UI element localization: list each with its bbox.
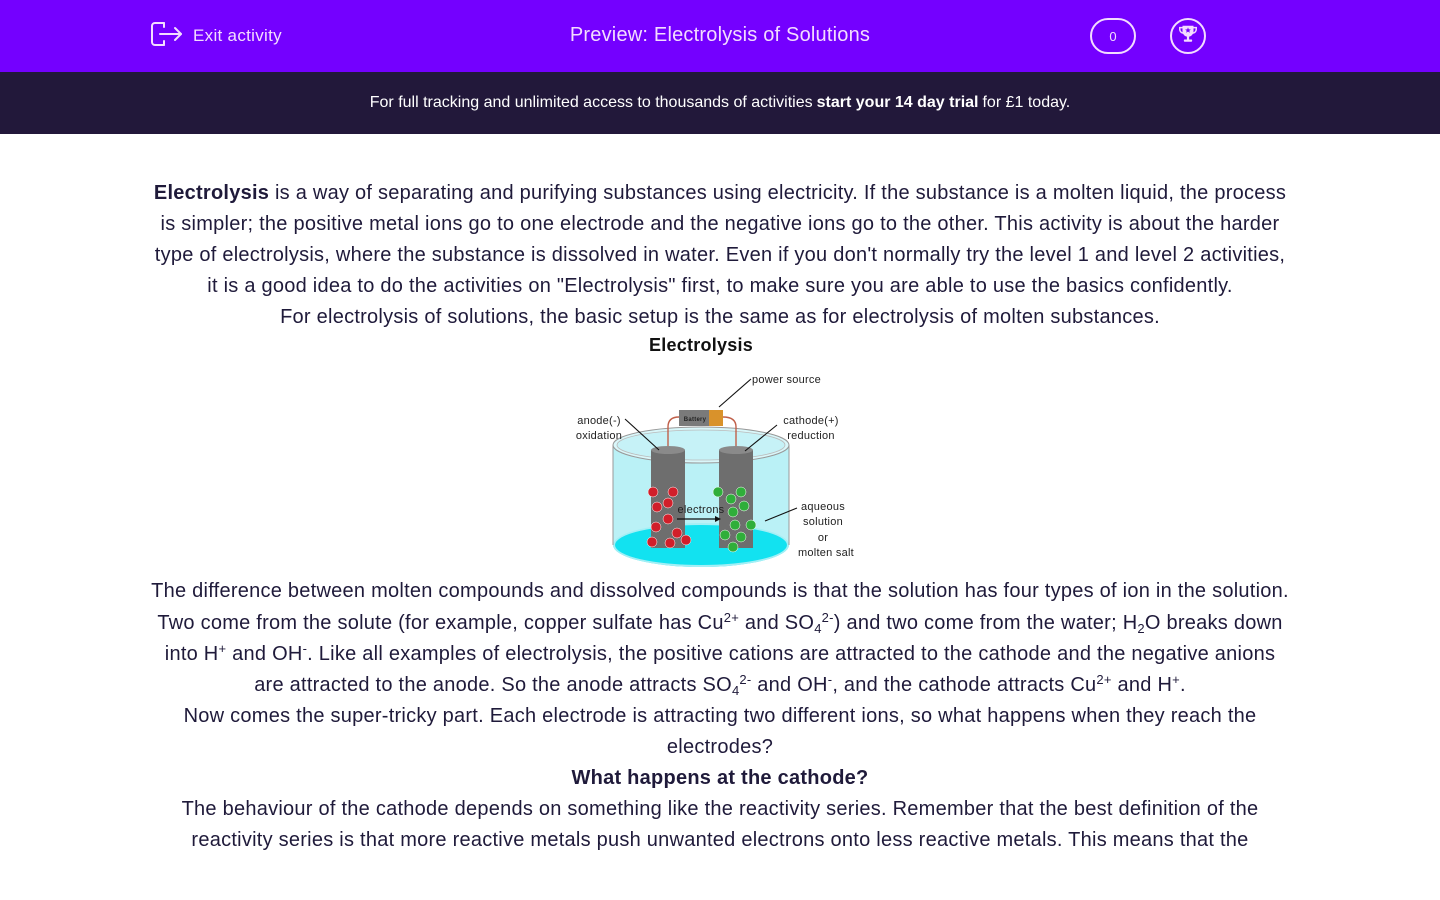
page-title: Preview: Electrolysis of Solutions [569, 24, 871, 46]
exit-icon [150, 20, 183, 53]
trial-promo-banner [0, 72, 1440, 134]
svg-text:cathode(+): cathode(+) [783, 415, 839, 428]
intro-paragraph: Electrolysis is a way of separating and purifying substances using electricity. If the substance is a molten liquid, the process is simpler; the positive metal ions go to one electrode and the negative ions go to the other. This activity is about the harder type of electrolysis, where the substance is dissolved in water. Even if you don't normally try the level 1 and level 2 activities, it is a good idea to do the activities on "Electrolysis" first, to make sure you are able to use the basics confidently. [153, 182, 1287, 298]
svg-text:Electrolysis: Electrolysis [648, 335, 754, 356]
trophy-icon [1177, 23, 1199, 50]
svg-text:power source: power source [752, 374, 822, 387]
score-counter: 0 [1090, 18, 1136, 54]
top-bar [0, 0, 1440, 72]
electrolysis-diagram [571, 335, 869, 573]
tricky-paragraph: Now comes the super-tricky part. Each electrode is attracting two different ions, so what happens when they reach the electrodes? [183, 704, 1257, 758]
svg-text:molten salt: molten salt [798, 547, 854, 560]
promo-text-end: for £1 today. [982, 94, 1071, 111]
svg-text:Battery: Battery [683, 417, 707, 424]
svg-text:aqueous: aqueous [801, 501, 845, 514]
svg-text:anode(-): anode(-) [577, 415, 621, 428]
cathode-heading: What happens at the cathode? [571, 767, 869, 790]
svg-text:solution: solution [803, 516, 843, 529]
promo-trial-link[interactable]: start your 14 day trial [816, 94, 979, 111]
trophy-button[interactable] [1170, 18, 1206, 54]
svg-text:reduction: reduction [787, 430, 835, 443]
svg-text:or: or [817, 532, 829, 545]
promo-text: For full tracking and unlimited access to thousands of activities [369, 94, 813, 111]
key-term: Electrolysis [153, 182, 270, 204]
svg-text:oxidation: oxidation [575, 430, 623, 443]
setup-sentence: For electrolysis of solutions, the basic setup is the same as for electrolysis of molten substances. [280, 306, 1160, 329]
cathode-paragraph: The behaviour of the cathode depends on something like the reactivity series. Remember that the best definition of the reactivity series is that more reactive metals push unwanted electrons onto less reactive metals. This means that the [181, 798, 1259, 852]
exit-activity-button[interactable] [150, 22, 282, 50]
exit-activity-label: Exit activity [193, 26, 282, 45]
svg-text:electrons: electrons [677, 504, 725, 517]
lesson-content [150, 178, 1290, 856]
difference-paragraph: The difference between molten compounds and dissolved compounds is that the solution has four types of ion in the solution. Two come from the solute (for example, copper sulfate has $Cu^{2+}$ and $SO_4^{2-}$) and two come from the water; $H_2O$ breaks down into H+ and OH-. Like all examples of electrolysis, the positive cations are attracted to the cathode and the negative anions are attracted to the anode. So the anode attracts $SO_4^{2-}$ and OH-, and the cathode attracts $Cu^{2+}$ and H+. [151, 580, 1289, 698]
